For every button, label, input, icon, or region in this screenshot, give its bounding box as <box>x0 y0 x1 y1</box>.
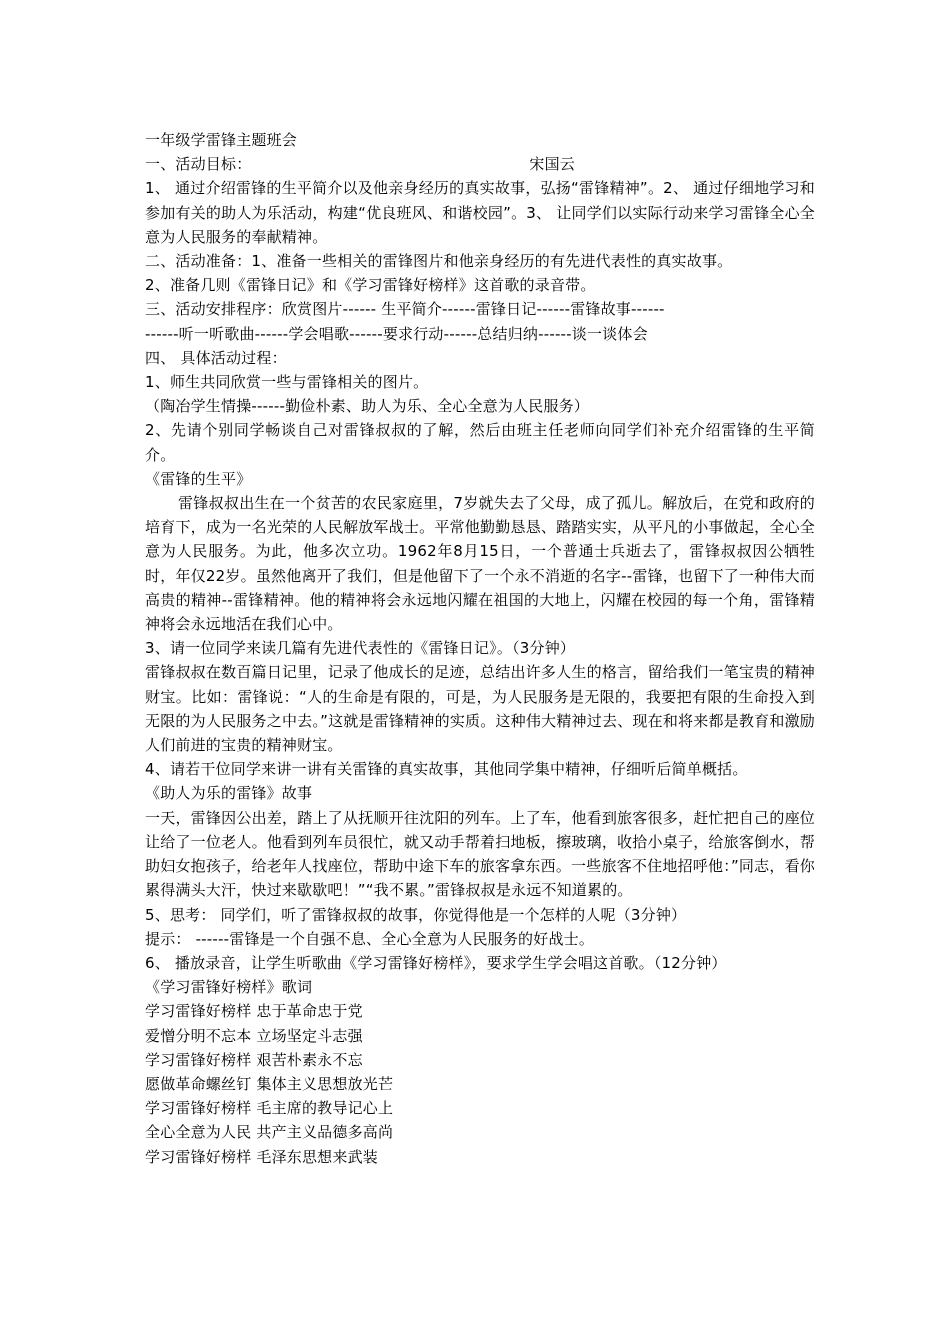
goals-paragraph: 1、 通过介绍雷锋的生平简介以及他亲身经历的真实故事，弘扬“雷锋精神”。2、 通过仔细地学习和参加有关的助人为乐活动，构建“优良班风、和谐校园”。3、 让同学们以实际行动来学习雷锋全心全意为人民服务的奉献精神。 <box>145 179 815 246</box>
step-1: 1、师生共同欣赏一些与雷锋相关的图片。 <box>145 373 429 392</box>
step-6: 6、 播放录音，让学生听歌曲《学习雷锋好榜样》，要求学生学会唱这首歌。（12分钟） <box>145 953 727 972</box>
lyrics-line: 学习雷锋好榜样 毛主席的教导记心上 <box>145 1099 394 1118</box>
section-label: 一、活动目标： <box>145 155 252 174</box>
program-line-2: ------听一听歌曲------学会唱歌------要求行动------总结归纳------谈一谈体会 <box>145 324 648 343</box>
step-5: 5、思考： 同学们，听了雷锋叔叔的故事，你觉得他是一个怎样的人呢（3分钟） <box>145 905 687 924</box>
program-line-1: 三、活动安排程序：欣赏图片------ 生平简介------雷锋日记------雷锋故事------ <box>145 300 665 319</box>
author-name: 宋国云 <box>529 155 576 174</box>
section-goals-heading <box>145 152 815 176</box>
lyrics-line: 学习雷锋好榜样 艰苦朴素永不忘 <box>145 1050 363 1069</box>
step-1-note: （陶冶学生情操------勤俭朴素、助人为乐、全心全意为人民服务） <box>145 397 590 416</box>
prep-item-2: 2、准备几则《雷锋日记》和《学习雷锋好榜样》这首歌的录音带。 <box>145 276 596 295</box>
hint: 提示： ------雷锋是一个自强不息、全心全意为人民服务的好战士。 <box>145 929 595 948</box>
document-page <box>145 128 815 1169</box>
lyrics-title: 《学习雷锋好榜样》歌词 <box>145 978 313 997</box>
document-title: 一年级学雷锋主题班会 <box>145 131 298 149</box>
lyrics-line: 全心全意为人民 共产主义品德多高尚 <box>145 1123 394 1142</box>
section-process-heading: 四、 具体活动过程： <box>145 348 287 367</box>
step-3: 3、请一位同学来读几篇有先进代表性的《雷锋日记》。（3分钟） <box>145 639 576 658</box>
lyrics-line: 学习雷锋好榜样 毛泽东思想来武装 <box>145 1147 378 1166</box>
lyrics-line: 学习雷锋好榜样 忠于革命忠于党 <box>145 1002 363 1021</box>
prep-item-1: 二、活动准备：1、准备一些相关的雷锋图片和他亲身经历的有先进代表性的真实故事。 <box>145 252 733 271</box>
step-2: 2、先请个别同学畅谈自己对雷锋叔叔的了解，然后由班主任老师向同学们补充介绍雷锋的生平简介。 <box>145 421 815 464</box>
lyrics-line: 愿做革命螺丝钉 集体主义思想放光芒 <box>145 1074 394 1093</box>
bio-paragraph: 雷锋叔叔出生在一个贫苦的农民家庭里，7岁就失去了父母，成了孤儿。解放后，在党和政府的培育下，成为一名光荣的人民解放军战士。平常他勤勤恳恳、踏踏实实，从平凡的小事做起，全心全意为人民服务。为此，他多次立功。1962年8月15日，一个普通士兵逝去了，雷锋叔叔因公牺牲时，年仅22岁。虽然他离开了我们，但是他留下了一个永不消逝的名字--雷锋，也留下了一种伟大而高贵的精神--雷锋精神。他的精神将会永远地闪耀在祖国的大地上，闪耀在校园的每一个角，雷锋精神将会永远地活在我们心中。 <box>145 494 815 634</box>
story-title: 《助人为乐的雷锋》故事 <box>145 784 313 803</box>
diary-paragraph: 雷锋叔叔在数百篇日记里，记录了他成长的足迹，总结出许多人生的格言，留给我们一笔宝贵的精神财宝。比如：雷锋说：“人的生命是有限的，可是，为人民服务是无限的，我要把有限的生命投入到无限的为人民服务之中去。”这就是雷锋精神的实质。这种伟大精神过去、现在和将来都是教育和激励人们前进的宝贵的精神财宝。 <box>145 663 815 755</box>
bio-title: 《雷锋的生平》 <box>145 469 252 488</box>
story-paragraph: 一天，雷锋因公出差，踏上了从抚顺开往沈阳的列车。上了车，他看到旅客很多，赶忙把自己的座位让给了一位老人。他看到列车员很忙，就又动手帮着扫地板，擦玻璃，收拾小桌子，给旅客倒水，帮助妇女抱孩子，给老年人找座位，帮助中途下车的旅客拿东西。一些旅客不住地招呼他：”同志，看你累得满头大汗，快过来歇歇吧！”“我不累。”雷锋叔叔是永远不知道累的。 <box>145 808 815 900</box>
lyrics-line: 爱憎分明不忘本 立场坚定斗志强 <box>145 1026 363 1045</box>
step-4: 4、请若干位同学来讲一讲有关雷锋的真实故事，其他同学集中精神，仔细听后简单概括。 <box>145 760 748 779</box>
